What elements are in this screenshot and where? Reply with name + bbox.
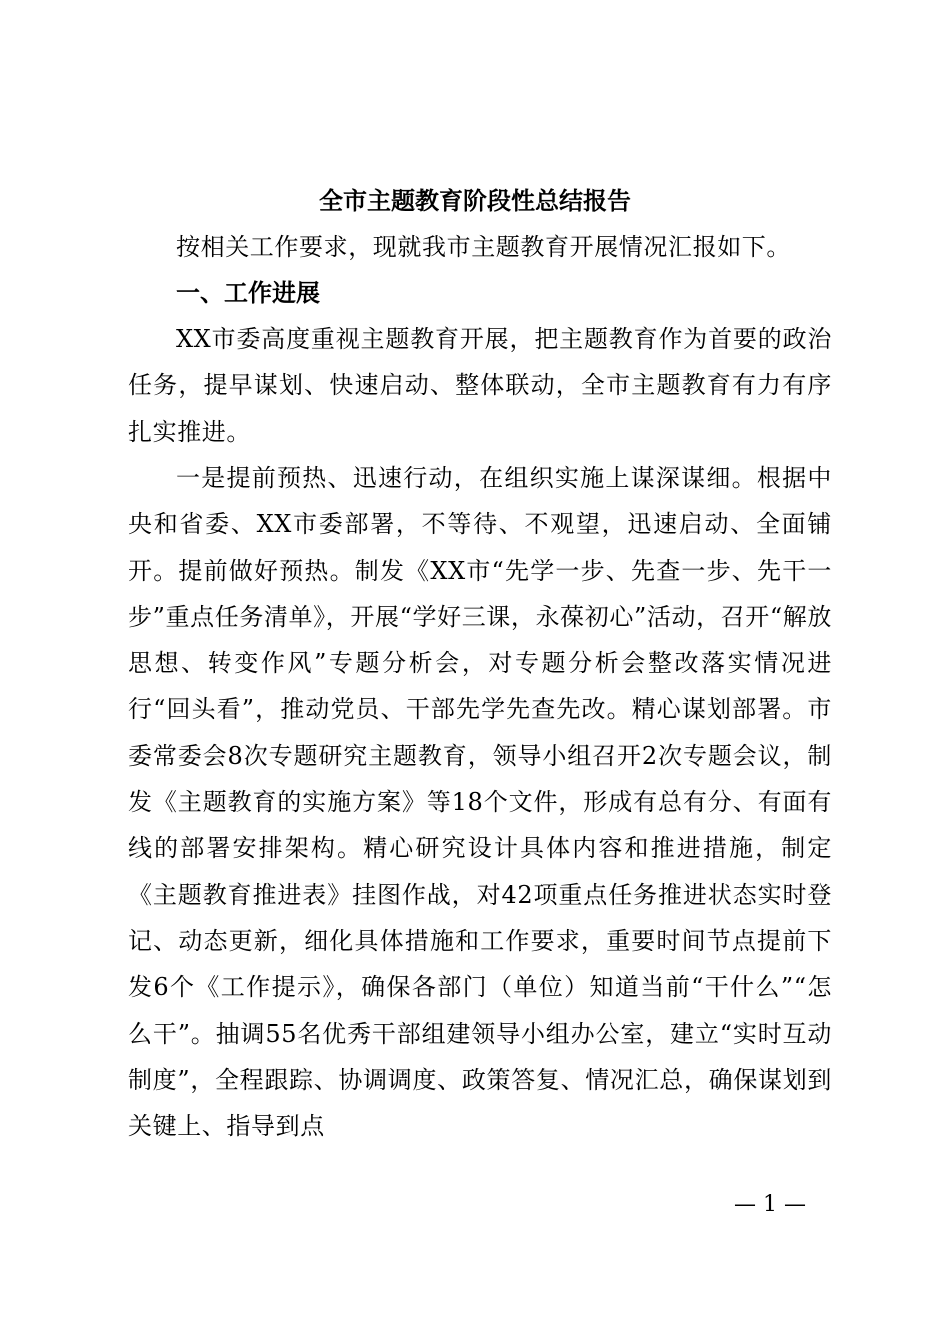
- intro-paragraph: 按相关工作要求，现就我市主题教育开展情况汇报如下。: [176, 233, 791, 261]
- paragraph-first-point: 一是提前预热、迅速行动，在组织实施上谋深谋细。根据中央和省委、XX市委部署，不等待、不观望，迅速启动、全面铺开。提前做好预热。制发《XX市“先学一步、先查一步、先干一步”重点任务清单》，开展“学好三课，永葆初心”活动，召开“解放思想、转变作风”专题分析会，对专题分析会整改落实情况进行“回头看”，推动党员、干部先学先查先改。精心谋划部署。市委常委会8次专题研究主题教育，领导小组召开2次专题会议，制发《主题教育的实施方案》等18个文件，形成有总有分、有面有线的部署安排架构。精心研究设计具体内容和推进措施，制定《主题教育推进表》挂图作战，对42项重点任务推进状态实时登记、动态更新，细化具体措施和工作要求，重要时间节点提前下发6个《工作提示》，确保各部门（单位）知道当前“干什么”“怎么干”。抽调55名优秀干部组建领导小组办公室，建立“实时互动制度”，全程跟踪、协调调度、政策答复、情况汇总，确保谋划到关键上、指导到点: [128, 464, 832, 1141]
- document-title: 全市主题教育阶段性总结报告: [319, 186, 631, 215]
- paragraph-overview: XX市委高度重视主题教育开展，把主题教育作为首要的政治任务，提早谋划、快速启动、整体联动，全市主题教育有力有序扎实推进。: [128, 325, 832, 446]
- page-number: — 1 —: [734, 1192, 806, 1217]
- section-heading-work-progress: 一、工作进展: [176, 279, 320, 307]
